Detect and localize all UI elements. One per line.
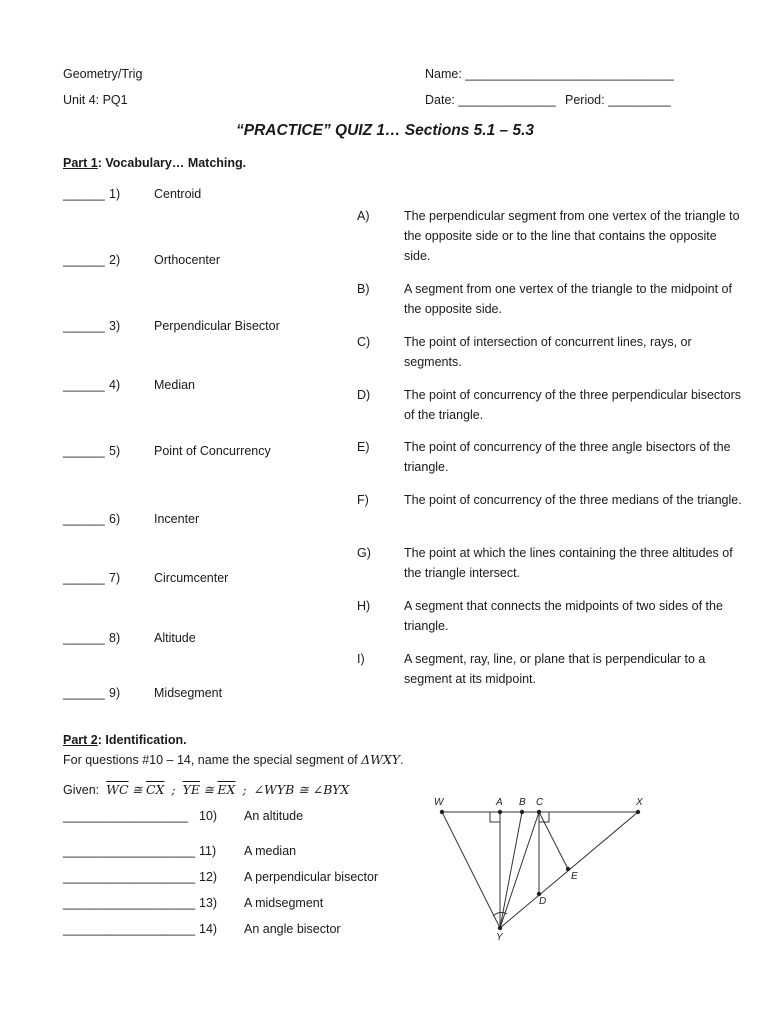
question-prompt: A midsegment (244, 896, 324, 910)
term-number: 9) (109, 686, 121, 700)
answer-blank[interactable]: ______ (63, 253, 105, 267)
part2-heading (63, 733, 187, 747)
part2-heading-text: : Identification. (97, 733, 187, 747)
course-name: Geometry/Trig (63, 67, 143, 81)
answer-blank[interactable]: ______ (63, 187, 105, 201)
term-row (63, 686, 223, 700)
definition-text: The point of concurrency of the three medians of the triangle. (404, 493, 742, 507)
instructions-text: For questions #10 – 14, name the special segment of (63, 753, 362, 767)
definition-text: A segment from one vertex of the triangle to the midpoint of the opposite side. (404, 282, 732, 316)
answer-blank[interactable]: ___________________ (63, 870, 196, 884)
term-row (63, 512, 200, 526)
term-row (63, 631, 196, 645)
definition-text: A segment, ray, line, or plane that is perpendicular to a segment at its midpoint. (404, 652, 706, 686)
term-number: 7) (109, 571, 121, 585)
congruent-symbol: ≅ (203, 782, 214, 797)
question-number: 13) (199, 896, 218, 910)
point-y (498, 926, 502, 930)
definition-text: The perpendicular segment from one vertex of the triangle to the opposite side or to the line that contains the opposite side. (404, 209, 740, 263)
term-row (63, 187, 202, 201)
answer-blank[interactable]: ______ (63, 319, 105, 333)
term-number: 2) (109, 253, 121, 267)
question-prompt: An angle bisector (244, 922, 341, 936)
term-row (63, 571, 229, 585)
side-wy (442, 812, 500, 928)
term-number: 8) (109, 631, 121, 645)
question-prompt: An altitude (244, 809, 304, 823)
label-a: A (496, 797, 503, 808)
term-number: 4) (109, 378, 121, 392)
answer-blank[interactable]: __________________ (63, 809, 189, 823)
separator: ; (171, 782, 176, 797)
term-label: Orthocenter (154, 253, 221, 267)
angle-congruence: ∠WYB ≅ ∠BYX (253, 782, 350, 797)
given-label: Given: (63, 783, 100, 797)
segment-cy (500, 812, 539, 928)
part1-heading-text: : Vocabulary… Matching. (97, 156, 247, 170)
term-number: 3) (109, 319, 121, 333)
term-row (63, 319, 280, 333)
label-y: Y (496, 932, 503, 943)
definition-text: The point of concurrency of the three perpendicular bisectors of the triangle. (404, 388, 741, 422)
definition-letter: I) (357, 652, 365, 666)
answer-blank[interactable]: ______ (63, 631, 105, 645)
term-number: 1) (109, 187, 121, 201)
answer-blank[interactable]: ______ (63, 444, 105, 458)
segment-wc: $\overline{WC}$ (106, 782, 129, 797)
definition-letter: G) (357, 546, 371, 560)
answer-blank[interactable]: ___________________ (63, 844, 196, 858)
question-number: 10) (199, 809, 218, 823)
question-row (63, 896, 324, 910)
answer-blank[interactable]: ___________________ (63, 922, 196, 936)
definition-letter: F) (357, 493, 369, 507)
label-b: B (519, 797, 526, 808)
page-title: “PRACTICE” QUIZ 1… Sections 5.1 – 5.3 (235, 122, 535, 139)
definition-letter: H) (357, 599, 371, 613)
given-statement (63, 782, 349, 797)
term-label: Incenter (154, 512, 200, 526)
answer-blank[interactable]: ______ (63, 571, 105, 585)
label-e: E (571, 871, 578, 882)
part2-heading-label: Part 2 (63, 733, 98, 747)
term-row (63, 253, 221, 267)
date-field[interactable]: Date: ______________ (425, 93, 556, 107)
point-a (498, 810, 502, 814)
term-label: Altitude (154, 631, 196, 645)
separator: ; (242, 782, 247, 797)
segment-ce (539, 812, 568, 869)
triangle-name: ΔWXY (361, 752, 401, 767)
point-w (440, 810, 444, 814)
question-number: 12) (199, 870, 218, 884)
congruent-symbol: ≅ (132, 782, 143, 797)
point-x (636, 810, 640, 814)
term-label: Perpendicular Bisector (154, 319, 280, 333)
period-field[interactable]: Period: _________ (565, 93, 671, 107)
part1-heading (63, 156, 246, 170)
question-number: 14) (199, 922, 218, 936)
part2-instructions: For questions #10 – 14, name the special segment of ΔWXY. (63, 752, 404, 767)
question-number: 11) (199, 844, 217, 858)
label-x: X (636, 797, 643, 808)
answer-blank[interactable]: ______ (63, 512, 105, 526)
answer-blank[interactable]: ______ (63, 378, 105, 392)
question-row (63, 844, 297, 858)
definition-text: The point of intersection of concurrent lines, rays, or segments. (404, 335, 692, 369)
unit-label: Unit 4: PQ1 (63, 93, 128, 107)
segment-by (500, 812, 522, 928)
answer-blank[interactable]: ___________________ (63, 896, 196, 910)
part1-heading-label: Part 1 (63, 156, 98, 170)
label-d: D (539, 896, 547, 907)
term-label: Circumcenter (154, 571, 229, 585)
point-b (520, 810, 524, 814)
term-label: Centroid (154, 187, 202, 201)
segment-cx: $\overline{CX}$ (145, 782, 165, 797)
question-prompt: A perpendicular bisector (244, 870, 379, 884)
definition-letter: C) (357, 335, 371, 349)
segment-ye: $\overline{YE}$ (182, 782, 200, 797)
question-row (63, 809, 304, 823)
term-row (63, 444, 271, 458)
triangle-figure (420, 790, 660, 950)
term-number: 5) (109, 444, 121, 458)
definition-text: The point of concurrency of the three angle bisectors of the triangle. (404, 440, 731, 474)
term-row (63, 378, 195, 392)
definition-text: A segment that connects the midpoints of two sides of the triangle. (404, 599, 723, 633)
question-prompt: A median (244, 844, 297, 858)
definition-letter: B) (357, 282, 370, 296)
name-field[interactable]: Name: ______________________________ (425, 67, 674, 81)
segment-ex: $\overline{EX}$ (217, 782, 236, 797)
term-label: Midsegment (154, 686, 223, 700)
term-label: Median (154, 378, 195, 392)
term-label: Point of Concurrency (154, 444, 271, 458)
answer-blank[interactable]: ______ (63, 686, 105, 700)
point-e (566, 867, 570, 871)
definition-text: The point at which the lines containing the three altitudes of the triangle intersect. (404, 546, 733, 580)
definition-letter: E) (357, 440, 370, 454)
question-row (63, 922, 341, 936)
point-c (537, 810, 541, 814)
definition-letter: D) (357, 388, 371, 402)
label-w: W (434, 797, 444, 808)
definition-letter: A) (357, 209, 370, 223)
question-row (63, 870, 379, 884)
term-number: 6) (109, 512, 121, 526)
label-c: C (536, 797, 544, 808)
